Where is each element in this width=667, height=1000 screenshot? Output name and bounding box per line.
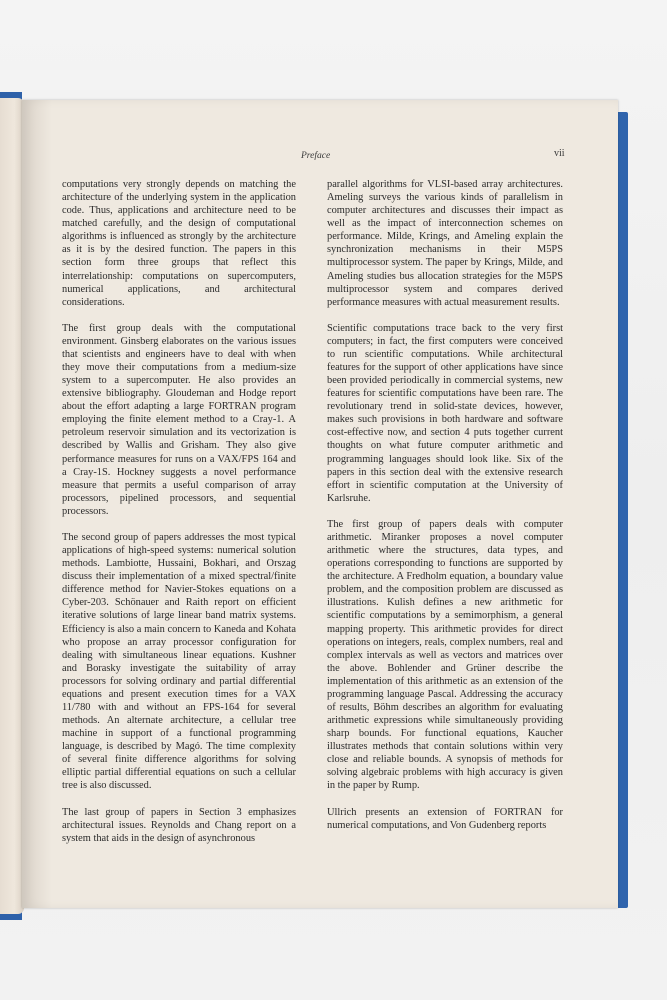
paragraph: The first group deals with the computational environment. Ginsberg elaborates on the various issues that scientists and engineers have to deal with when they move their computations from a medium-size system to a supercomputer. He also provides an extensive bibliography. Gloudeman and Hodge report about the effort adapting a large FORTRAN program employing the finite element method to a Cray-1. A petroleum reservoir simulation and its vectorization is described by Wallis and Grisham. They also give performance measures for runs on a VAX/FPS 164 and a Cray-1S. Hockney suggests a novel performance measure that permits a useful comparison of array processors, pipelined processors, and sequential processors.	[62, 322, 296, 517]
right-text-column	[327, 178, 563, 845]
paragraph: parallel algorithms for VLSI-based array architectures. Ameling surveys the various kinds of parallelism in computer architectures and discusses their impact as well as the impact of interconnection schemes on performance. Milde, Krings, and Ameling explain the synchronization mechanisms in their M5PS multiprocessor system. The paper by Krings, Milde, and Ameling studies bus allocation strategies for the M5PS multiprocessor system and compares derived performance measures with actual measurement results.	[327, 179, 563, 308]
running-title: Preface	[301, 151, 331, 161]
gutter-shadow	[22, 100, 52, 908]
left-text-column	[62, 178, 296, 858]
paragraph: Scientific computations trace back to the very first computers; in fact, the first computers were conceived to run scientific computations. While architectural features for the support of other applications have since been provided periodically in commercial systems, new features for scientific computations have been rare. The revolutionary trend in solid-state devices, however, makes such provisions in both hardware and software cost-effective now, and section 4 puts together current thoughts on what future computer arithmetic and programming languages should look like. Six of the papers in this section deal with the extensive research effort in scientific computation at the University of Karlsruhe.	[327, 322, 563, 504]
paragraph: Ullrich presents an extension of FORTRAN for numerical computations, and Von Gudenberg reports	[327, 806, 563, 831]
paragraph: computations very strongly depends on matching the architecture of the underlying system in the application code. Thus, applications and architecture need to be matched carefully, and the design of computational algorithms is influenced as strongly by the architecture as it is by the desired function. The papers in this section form three groups that reflect this interrelationship: computations on supercomputers, numerical applications, and architectural considerations.	[62, 179, 296, 308]
left-page-edge	[0, 98, 24, 914]
paragraph: The first group of papers deals with computer arithmetic. Miranker proposes a novel computer arithmetic where the structures, data types, and operations corresponding to functions are supported by the architecture. A Fredholm equation, a boundary value problem, and the composition problem are discussed as illustrations. Kulish defines a new arithmetic for scientific computations by a semimorphism, a general mapping property. This arithmetic provides for direct operations on integers, reals, complex numbers, real and complex intervals as well as vectors and matrices over the above. Bohlender and Grüner describe the implementation of this arithmetic as an extension of the programming language Pascal. Addressing the accuracy of results, Böhm describes an algorithm for evaluating arithmetic expressions while simultaneously providing sharp bounds. For functional equations, Kaucher illustrates methods that contain solutions within very close and reliable bounds. A synopsis of methods for solving algebraic problems with high accuracy is given in the paper by Rump.	[327, 518, 563, 792]
paragraph: The second group of papers addresses the most typical applications of high-speed systems: numerical solution methods. Lambiotte, Hussaini, Bokhari, and Orszag discuss their implementation of a mixed spectral/finite difference method for Navier-Stokes equations on a Cyber-203. Schönauer and Raith report on efficient iterative solutions of large linear band matrix systems. Efficiency is also a main concern to Kaneda and Kohata who propose an array processor configuration for dealing with simultaneous linear equations. Kushner and Borasky investigate the suitability of array processors for solving ordinary and partial differential equations and present execution times for a VAX 11/780 with and without an FPS-164 for several methods. An alternate architecture, a cellular tree machine in support of a functional programming language, is described by Magó. The time complexity of several finite difference algorithms for solving elliptic partial differential equations on such a cellular tree is also discussed.	[62, 531, 296, 792]
book-page	[22, 100, 618, 908]
paragraph: The last group of papers in Section 3 emphasizes architectural issues. Reynolds and Chang report on a system that aids in the design of asynchronous	[62, 806, 296, 844]
page-number: vii	[554, 148, 565, 159]
